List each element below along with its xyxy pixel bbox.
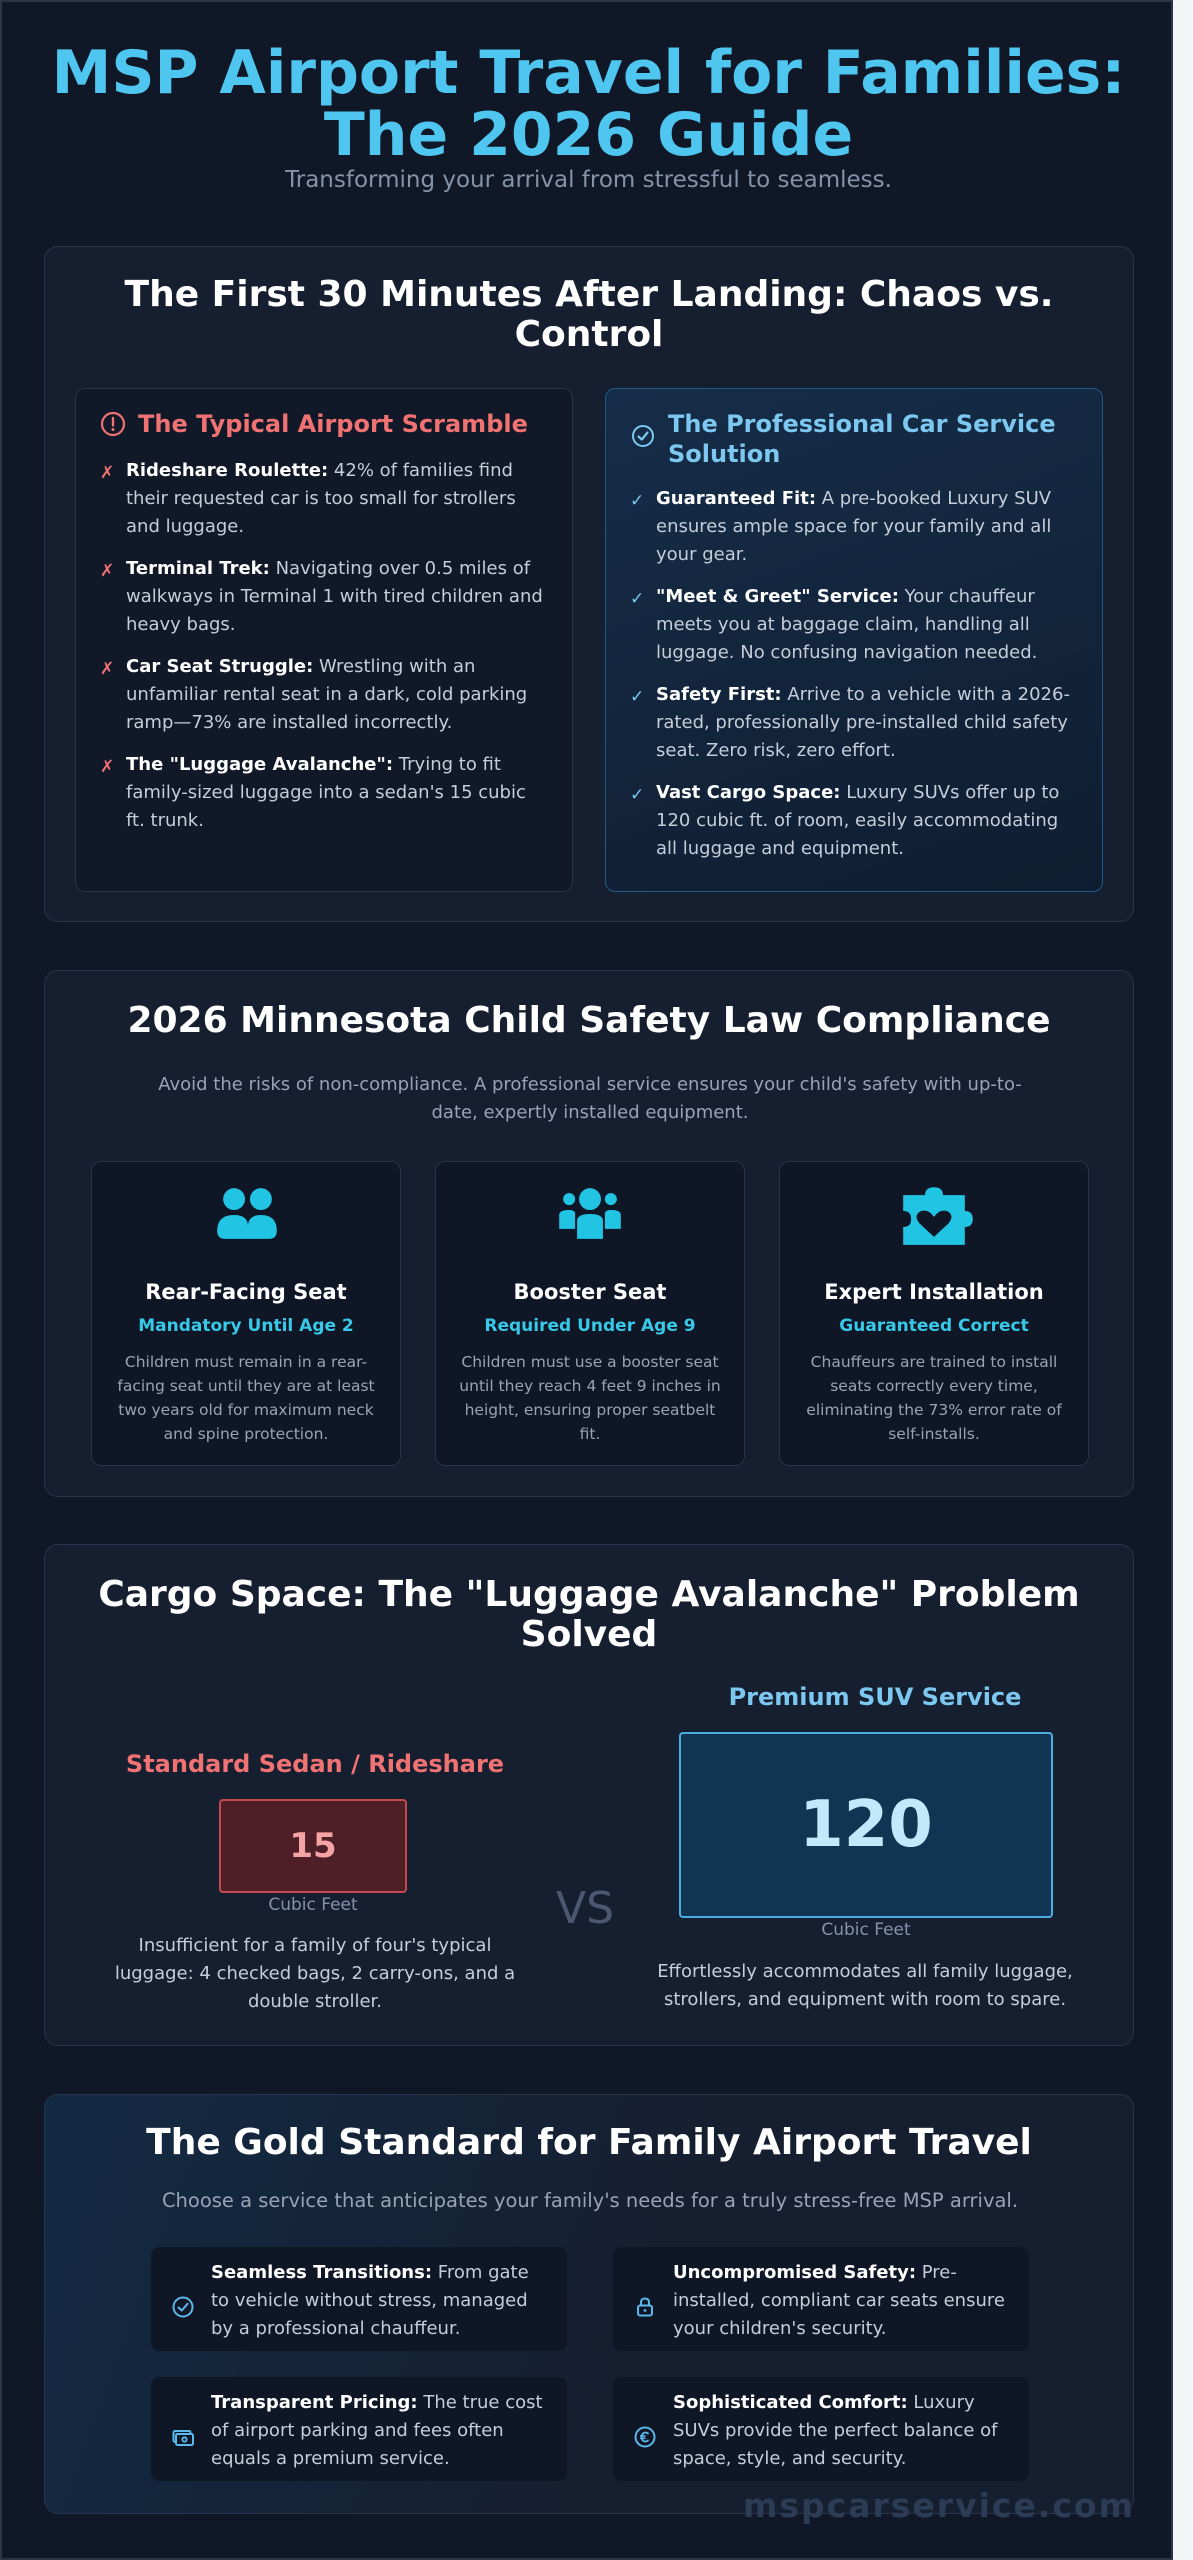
feature-label: Seamless Transitions: [211,2262,433,2283]
item-text: Luxury SUVs offer up to 120 cubic ft. of room, easily accommodating all luggage and equipment. [656,782,1060,859]
feature-text: Luxury SUVs provide the perfect balance of space, style, and security. [673,2392,998,2469]
feature-label: Uncompromised Safety: [673,2262,917,2283]
section-title-line1: Cargo Space: The "Luggage Avalanche" Problem [98,1574,1080,1615]
check-circle-icon [171,2295,195,2319]
list-item [100,555,548,639]
chaos-vs-control-section [44,246,1134,922]
list-item [100,457,548,541]
law-card-requirement: Mandatory Until Age 2 [138,1316,354,1336]
feature-seamless-transitions [151,2247,567,2351]
item-text: A pre-booked Luxury SUV ensures ample space for your family and all your gear. [656,488,1052,565]
item-text: 42% of families find their requested car is too small for strollers and luggage. [126,460,516,537]
section-title [45,1575,1133,1655]
check-mark-icon: ✓ [630,491,645,511]
suv-description: Effortlessly accommodates all family luggage, strollers, and equipment with room to spare. [657,1961,1073,2010]
airport-scramble-panel [75,388,573,892]
money-icon [171,2425,195,2449]
suv-unit: Cubic Feet [821,1920,911,1940]
x-mark-icon: ✗ [100,757,115,777]
list-item [630,583,1078,667]
law-card-installation [779,1161,1089,1466]
x-mark-icon: ✗ [100,659,115,679]
item-text: Navigating over 0.5 miles of walkways in Terminal 1 with tired children and heavy bags. [126,558,543,635]
page-margin [1173,0,1193,2560]
suv-label: Premium SUV Service [728,1683,1022,1711]
vs-label: VS [555,1883,615,1934]
law-card-booster [435,1161,745,1466]
feature-label: Transparent Pricing: [211,2392,418,2413]
law-card-requirement: Guaranteed Correct [839,1316,1029,1336]
gold-standard-section [44,2094,1134,2514]
section-title: 2026 Minnesota Child Safety Law Compliance [127,1000,1051,1041]
item-label: Car Seat Struggle: [126,656,314,677]
page-title-line2: The 2026 Guide [323,100,854,170]
car-service-solution-panel [605,388,1103,892]
panel-heading-text: The Typical Airport Scramble [138,410,528,438]
section-title-line2: Solved [520,1614,658,1655]
law-card-requirement: Required Under Age 9 [484,1316,696,1336]
page-subtitle: Transforming your arrival from stressful to seamless. [285,167,892,193]
item-label: "Meet & Greet" Service: [656,586,899,607]
check-mark-icon: ✓ [630,687,645,707]
sedan-description: Insufficient for a family of four's typical luggage: 4 checked bags, 2 carry-ons, and a double stroller. [114,1935,516,2012]
feature-transparent-pricing [151,2377,567,2481]
section-title [45,275,1133,355]
check-mark-icon: ✓ [630,589,645,609]
cargo-space-section [44,1544,1134,2046]
law-card-rear-facing [91,1161,401,1466]
list-item [100,653,548,737]
law-card-heading: Rear-Facing Seat [145,1280,347,1304]
law-card-text: Children must remain in a rear-facing seat until they are at least two years old for maximum neck and spine protection. [117,1353,375,1443]
x-mark-icon: ✗ [100,561,115,581]
check-mark-icon: ✓ [630,785,645,805]
list-item [100,751,548,835]
feature-text: From gate to vehicle without stress, managed by a professional chauffeur. [211,2262,529,2339]
section-intro: Avoid the risks of non-compliance. A professional service ensures your child's safety with up-to-date, expertly installed equipment. [158,1074,1022,1123]
group-icon [436,1187,744,1247]
page-title [2,38,1173,170]
panel-heading [100,409,552,439]
item-label: Guaranteed Fit: [656,488,817,509]
law-card-text: Chauffeurs are trained to install seats correctly every time, eliminating the 73% error rate of self-installs. [806,1353,1062,1443]
list-item [630,779,1078,863]
alert-circle-icon [100,411,126,437]
item-label: The "Luggage Avalanche": [126,754,394,775]
sedan-unit: Cubic Feet [268,1895,358,1915]
panel-heading [630,409,1082,469]
feature-label: Sophisticated Comfort: [673,2392,908,2413]
sedan-label: Standard Sedan / Rideshare [125,1750,505,1778]
parent-child-icon [92,1187,400,1247]
section-intro: Choose a service that anticipates your family's needs for a truly stress-free MSP arrival. [161,2189,1019,2212]
check-circle-icon [630,423,656,449]
euro-circle-icon [633,2425,657,2449]
feature-text: Pre-installed, compliant car seats ensure your children's security. [673,2262,1005,2339]
law-card-heading: Expert Installation [824,1280,1044,1304]
puzzle-heart-icon [780,1187,1088,1247]
section-title: The Gold Standard for Family Airport Travel [146,2122,1032,2163]
sedan-cargo-box: 15 [219,1799,407,1893]
child-safety-law-section [44,970,1134,1497]
panel-heading-text: The Professional Car Service Solution [668,410,1056,468]
item-text: Wrestling with an unfamiliar rental seat in a dark, cold parking ramp—73% are installed incorrectly. [126,656,528,733]
item-text: Your chauffeur meets you at baggage claim, handling all luggage. No confusing navigation needed. [656,586,1038,663]
list-item [630,681,1078,765]
law-card-heading: Booster Seat [513,1280,667,1304]
feature-uncompromised-safety [613,2247,1029,2351]
list-item [630,485,1078,569]
item-label: Safety First: [656,684,782,705]
section-title-line1: The First 30 Minutes After Landing: Chaos vs. [124,274,1054,315]
item-label: Vast Cargo Space: [656,782,841,803]
item-label: Terminal Trek: [126,558,270,579]
site-watermark: mspcarservice.com [743,2486,1135,2525]
section-title-line2: Control [514,314,664,355]
suv-cargo-box: 120 [679,1732,1053,1918]
page-title-line1: MSP Airport Travel for Families: [51,38,1126,108]
item-text: Trying to fit family-sized luggage into a sedan's 15 cubic ft. trunk. [126,754,526,831]
item-text: Arrive to a vehicle with a 2026-rated, professionally pre-installed child safety seat. Zero risk, zero effort. [656,684,1070,761]
item-label: Rideshare Roulette: [126,460,329,481]
feature-sophisticated-comfort [613,2377,1029,2481]
lock-icon [633,2295,657,2319]
x-mark-icon: ✗ [100,463,115,483]
law-card-text: Children must use a booster seat until they reach 4 feet 9 inches in height, ensuring proper seatbelt fit. [459,1353,721,1443]
feature-text: The true cost of airport parking and fees often equals a premium service. [211,2392,543,2469]
